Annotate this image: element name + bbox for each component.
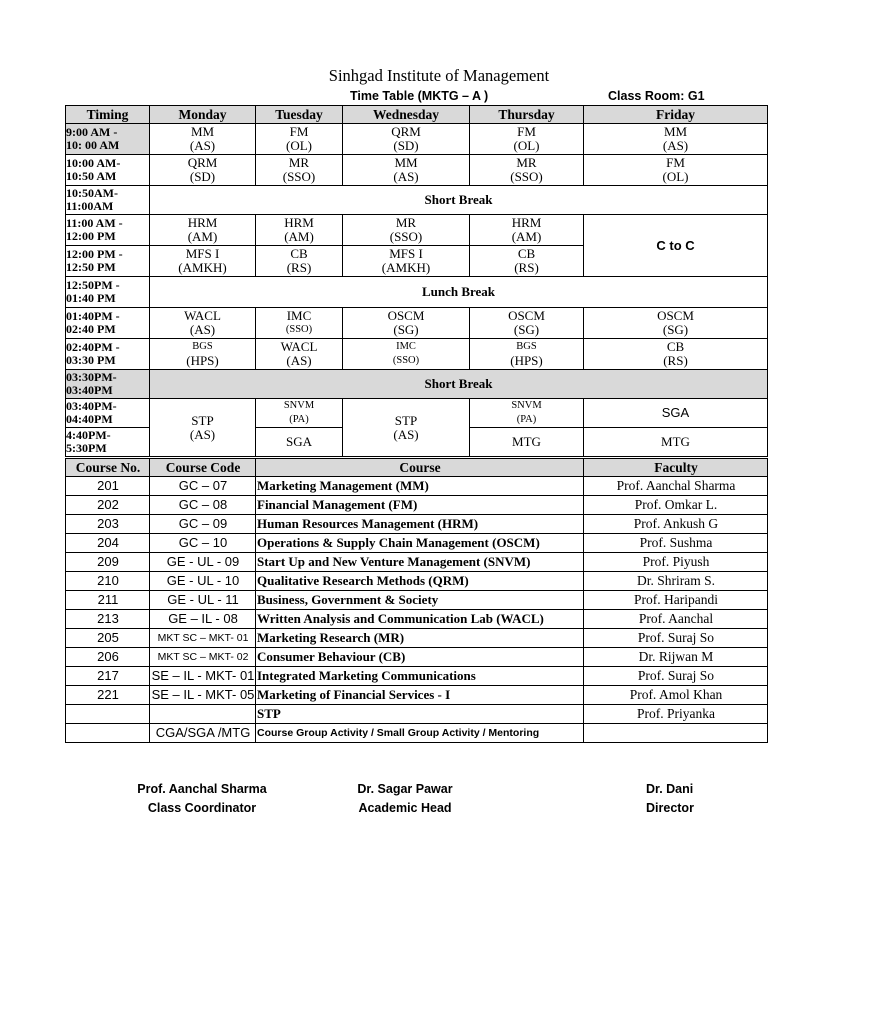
class-cell: MTG: [470, 428, 584, 457]
institute-title: Sinhgad Institute of Management: [328, 66, 550, 85]
course-row: [66, 591, 768, 610]
break-row: [66, 186, 768, 215]
faculty-name: Prof. Piyush: [584, 553, 768, 572]
class-cell: CB (RS): [470, 246, 584, 277]
class-cell: MM (AS): [343, 155, 470, 186]
course-row: [66, 572, 768, 591]
course-header-row: [66, 459, 768, 477]
course-code: GC – 09: [150, 515, 256, 534]
col-header-faculty: Faculty: [584, 459, 768, 477]
class-cell: QRM (SD): [150, 155, 256, 186]
course-no: 213: [66, 610, 150, 629]
course-row: [66, 686, 768, 705]
col-header-course-no: Course No.: [66, 459, 150, 477]
course-no: 209: [66, 553, 150, 572]
course-code: CGA/SGA /MTG: [150, 724, 256, 743]
slot-row: [66, 399, 768, 428]
course-no: 217: [66, 667, 150, 686]
slot-row: [66, 339, 768, 370]
signatory-name: Dr. Sagar Pawar: [357, 782, 453, 796]
course-table: [65, 458, 768, 743]
signatory-role: Director: [646, 801, 694, 815]
course-row: [66, 515, 768, 534]
class-cell: OSCM (SG): [470, 308, 584, 339]
slot-time: 12:00 PM - 12:50 PM: [66, 246, 150, 277]
faculty-name: Prof. Sushma: [584, 534, 768, 553]
course-code: GC – 07: [150, 477, 256, 496]
faculty-name: [584, 724, 768, 743]
class-cell: HRM (AM): [256, 215, 343, 246]
col-header-course-code: Course Code: [150, 459, 256, 477]
col-header-course: Course: [256, 459, 584, 477]
class-cell: SNVM (PA): [470, 399, 584, 428]
signatory-role: Class Coordinator: [147, 801, 257, 815]
class-cell: MFS I (AMKH): [343, 246, 470, 277]
course-row: [66, 553, 768, 572]
signatory-name: Prof. Aanchal Sharma: [137, 782, 267, 796]
class-cell: HRM (AM): [150, 215, 256, 246]
course-name: Financial Management (FM): [256, 496, 584, 515]
course-name: Consumer Behaviour (CB): [256, 648, 584, 667]
course-code: SE – IL - MKT- 05: [150, 686, 256, 705]
break-row: [66, 370, 768, 399]
signature-class-coordinator: [122, 780, 282, 818]
slot-time: 03:30PM- 03:40PM: [66, 370, 150, 399]
course-no: 205: [66, 629, 150, 648]
slot-row: [66, 308, 768, 339]
course-no: 202: [66, 496, 150, 515]
course-row: [66, 610, 768, 629]
class-cell: IMC (SSO): [256, 308, 343, 339]
slot-time: 01:40PM - 02:40 PM: [66, 308, 150, 339]
faculty-name: Prof. Aanchal Sharma: [584, 477, 768, 496]
signature-director: [646, 780, 756, 818]
course-no: 201: [66, 477, 150, 496]
class-cell: CB (RS): [584, 339, 768, 370]
faculty-name: Dr. Shriram S.: [584, 572, 768, 591]
short-break-label: Short Break: [150, 186, 768, 215]
col-header-tuesday: Tuesday: [256, 106, 343, 124]
class-cell: OSCM (SG): [343, 308, 470, 339]
course-code: [150, 705, 256, 724]
course-code: GE – IL - 08: [150, 610, 256, 629]
class-cell: MR (SSO): [256, 155, 343, 186]
timetable-header-row: [66, 106, 768, 124]
course-name: STP: [256, 705, 584, 724]
class-cell: MR (SSO): [343, 215, 470, 246]
course-code: SE – IL - MKT- 01: [150, 667, 256, 686]
course-code: GE - UL - 11: [150, 591, 256, 610]
class-cell: SNVM (PA): [256, 399, 343, 428]
slot-time: 9:00 AM - 10: 00 AM: [66, 124, 150, 155]
course-no: 204: [66, 534, 150, 553]
class-cell: WACL (AS): [150, 308, 256, 339]
course-code: GE - UL - 10: [150, 572, 256, 591]
class-cell: FM (OL): [584, 155, 768, 186]
class-cell: CB (RS): [256, 246, 343, 277]
class-cell: BGS (HPS): [150, 339, 256, 370]
slot-time: 10:50AM- 11:00AM: [66, 186, 150, 215]
course-name: Marketing Management (MM): [256, 477, 584, 496]
class-cell: MFS I (AMKH): [150, 246, 256, 277]
slot-time: 4:40PM- 5:30PM: [66, 428, 150, 457]
class-cell: SGA: [584, 399, 768, 428]
class-cell: FM (OL): [470, 124, 584, 155]
class-cell: MR (SSO): [470, 155, 584, 186]
faculty-name: Prof. Omkar L.: [584, 496, 768, 515]
course-row: [66, 534, 768, 553]
course-name: Marketing Research (MR): [256, 629, 584, 648]
course-code: MKT SC – MKT- 01: [150, 629, 256, 648]
course-name: Integrated Marketing Communications: [256, 667, 584, 686]
class-cell: BGS (HPS): [470, 339, 584, 370]
course-no: [66, 724, 150, 743]
class-cell: MM (AS): [584, 124, 768, 155]
signatory-name: Dr. Dani: [646, 782, 694, 796]
course-no: 203: [66, 515, 150, 534]
class-cell: WACL (AS): [256, 339, 343, 370]
course-code: MKT SC – MKT- 02: [150, 648, 256, 667]
class-cell: QRM (SD): [343, 124, 470, 155]
timetable-subtitle: Time Table (MKTG – A ): [350, 89, 489, 103]
slot-time: 12:50PM - 01:40 PM: [66, 277, 150, 308]
lunch-break-label: Lunch Break: [150, 277, 768, 308]
slot-time: 10:00 AM- 10:50 AM: [66, 155, 150, 186]
slot-time: 11:00 AM - 12:00 PM: [66, 215, 150, 246]
course-row: [66, 724, 768, 743]
slot-row: [66, 215, 768, 246]
timetable: [65, 105, 768, 457]
stp-cell-monday: STP (AS): [150, 399, 256, 457]
slot-time: 03:40PM- 04:40PM: [66, 399, 150, 428]
col-header-thursday: Thursday: [470, 106, 584, 124]
signatory-role: Academic Head: [358, 801, 452, 815]
course-name: Marketing of Financial Services - I: [256, 686, 584, 705]
course-no: 206: [66, 648, 150, 667]
col-header-timing: Timing: [66, 106, 150, 124]
slot-row: [66, 155, 768, 186]
break-row: [66, 277, 768, 308]
course-name: Qualitative Research Methods (QRM): [256, 572, 584, 591]
course-no: [66, 705, 150, 724]
course-no: 221: [66, 686, 150, 705]
faculty-name: Prof. Priyanka: [584, 705, 768, 724]
faculty-name: Prof. Suraj So: [584, 629, 768, 648]
faculty-name: Prof. Suraj So: [584, 667, 768, 686]
classroom-label: Class Room: G1: [608, 89, 705, 103]
class-cell: FM (OL): [256, 124, 343, 155]
course-name: Start Up and New Venture Management (SNVM): [256, 553, 584, 572]
c-to-c-cell: C to C: [584, 215, 768, 277]
slot-time: 02:40PM - 03:30 PM: [66, 339, 150, 370]
col-header-wednesday: Wednesday: [343, 106, 470, 124]
faculty-name: Dr. Rijwan M: [584, 648, 768, 667]
class-cell: MM (AS): [150, 124, 256, 155]
slot-row: [66, 124, 768, 155]
stp-cell-wednesday: STP (AS): [343, 399, 470, 457]
class-cell: SGA: [256, 428, 343, 457]
class-cell: MTG: [584, 428, 768, 457]
course-row: [66, 496, 768, 515]
course-code: GC – 10: [150, 534, 256, 553]
course-name: Written Analysis and Communication Lab (WACL): [256, 610, 584, 629]
faculty-name: Prof. Haripandi: [584, 591, 768, 610]
col-header-friday: Friday: [584, 106, 768, 124]
course-no: 211: [66, 591, 150, 610]
course-row: [66, 667, 768, 686]
course-row: [66, 648, 768, 667]
course-name: Course Group Activity / Small Group Activity / Mentoring: [256, 724, 584, 743]
signature-academic-head: [335, 780, 475, 818]
short-break-label: Short Break: [150, 370, 768, 399]
course-name: Operations & Supply Chain Management (OSCM): [256, 534, 584, 553]
class-cell: HRM (AM): [470, 215, 584, 246]
course-code: GC – 08: [150, 496, 256, 515]
course-row: [66, 477, 768, 496]
faculty-name: Prof. Ankush G: [584, 515, 768, 534]
course-name: Human Resources Management (HRM): [256, 515, 584, 534]
faculty-name: Prof. Aanchal: [584, 610, 768, 629]
class-cell: IMC (SSO): [343, 339, 470, 370]
course-row: [66, 629, 768, 648]
col-header-monday: Monday: [150, 106, 256, 124]
faculty-name: Prof. Amol Khan: [584, 686, 768, 705]
course-row: [66, 705, 768, 724]
course-code: GE - UL - 09: [150, 553, 256, 572]
course-no: 210: [66, 572, 150, 591]
course-name: Business, Government & Society: [256, 591, 584, 610]
class-cell: OSCM (SG): [584, 308, 768, 339]
